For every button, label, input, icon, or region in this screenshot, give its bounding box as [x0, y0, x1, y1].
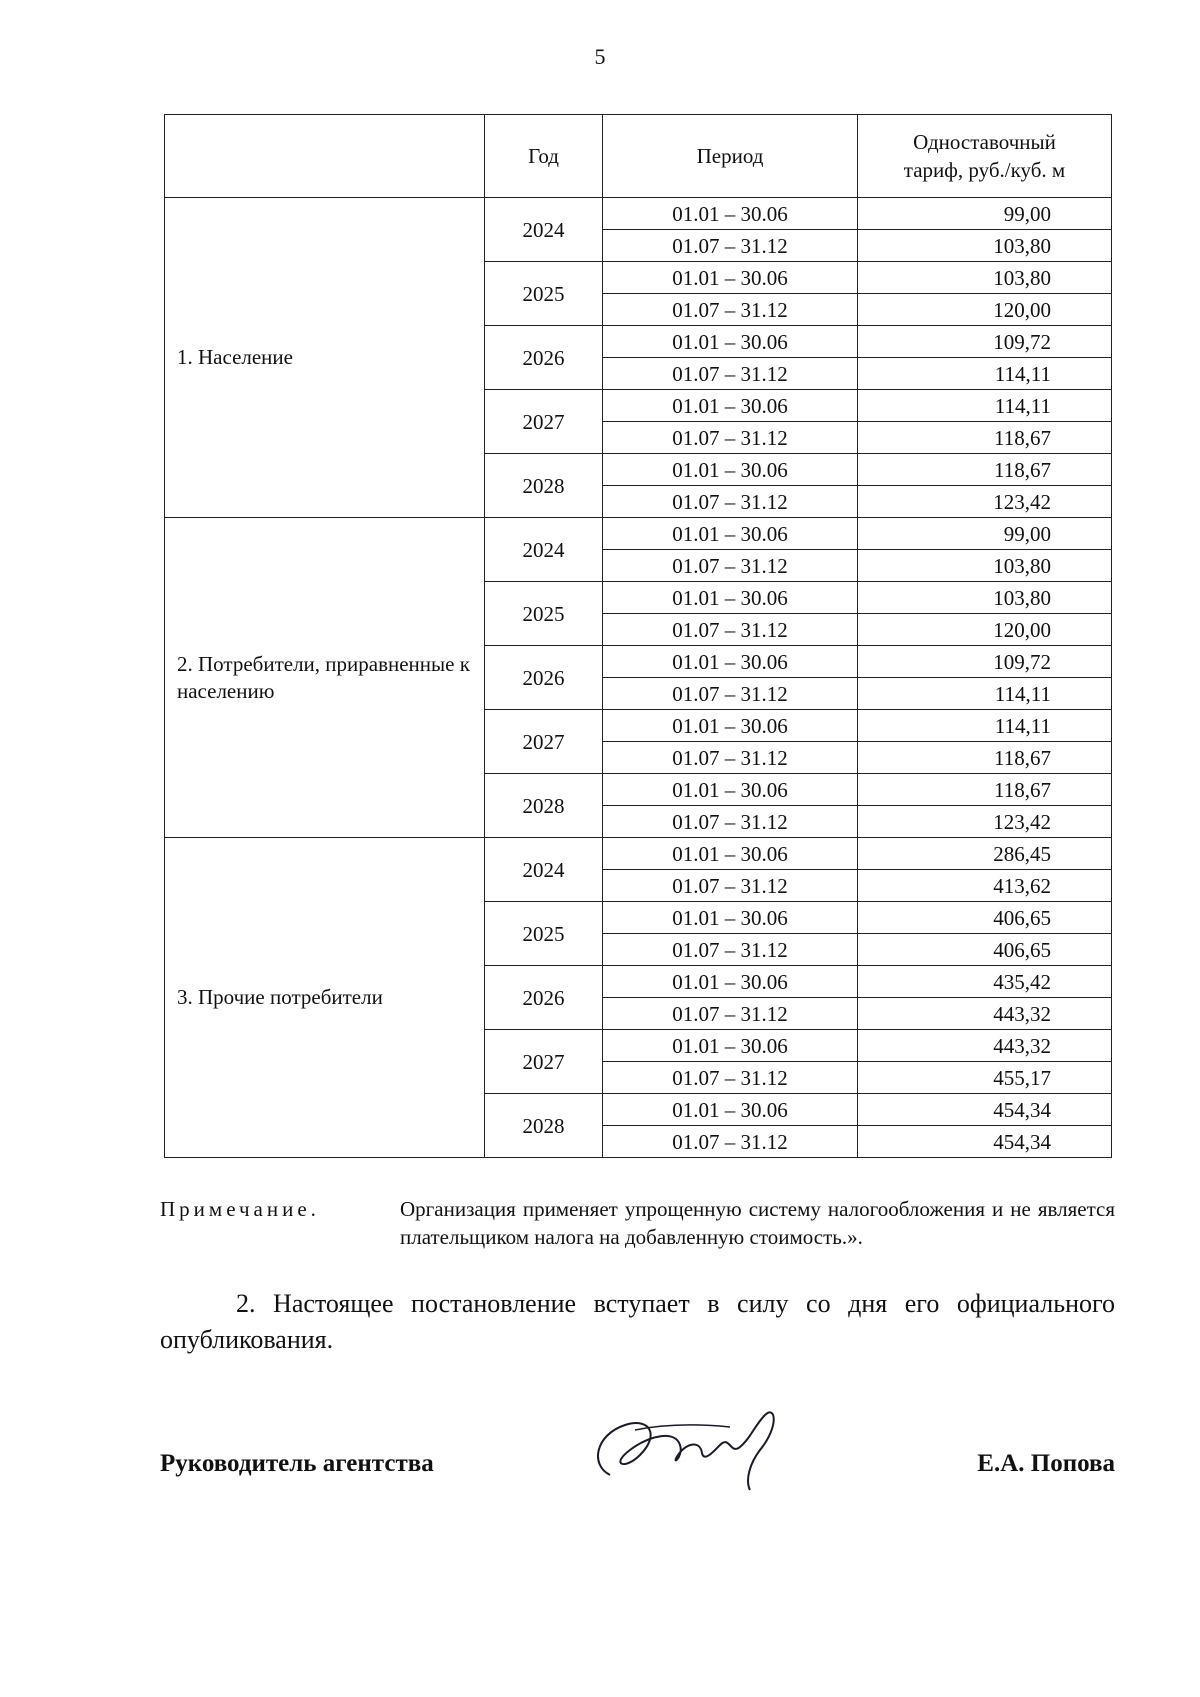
period-cell: 01.07 – 31.12 — [603, 422, 858, 454]
year-cell: 2026 — [485, 326, 603, 390]
period-cell: 01.01 – 30.06 — [603, 966, 858, 998]
header-tariff — [858, 115, 1112, 198]
table-row — [165, 198, 1112, 230]
period-cell: 01.01 – 30.06 — [603, 646, 858, 678]
period-cell: 01.01 – 30.06 — [603, 710, 858, 742]
period-cell: 01.01 – 30.06 — [603, 518, 858, 550]
period-cell: 01.01 – 30.06 — [603, 1030, 858, 1062]
tariff-cell: 103,80 — [858, 262, 1112, 294]
note-label: Примечание. — [160, 1197, 320, 1221]
year-cell: 2026 — [485, 966, 603, 1030]
tariff-cell: 406,65 — [858, 934, 1112, 966]
clause-text: 2. Настоящее постановление вступает в силу со дня его официального опубликования. — [160, 1289, 1115, 1354]
year-cell: 2028 — [485, 1094, 603, 1158]
period-cell: 01.01 – 30.06 — [603, 1094, 858, 1126]
tariff-cell: 123,42 — [858, 806, 1112, 838]
tariff-cell: 454,34 — [858, 1094, 1112, 1126]
period-cell: 01.01 – 30.06 — [603, 902, 858, 934]
year-cell: 2024 — [485, 518, 603, 582]
period-cell: 01.07 – 31.12 — [603, 806, 858, 838]
consumer-group-cell: 2. Потребители, приравненные к населению — [165, 518, 485, 838]
handwritten-signature — [580, 1395, 800, 1505]
period-cell: 01.01 – 30.06 — [603, 838, 858, 870]
tariff-cell: 118,67 — [858, 742, 1112, 774]
year-cell: 2025 — [485, 902, 603, 966]
period-cell: 01.01 – 30.06 — [603, 198, 858, 230]
tariff-cell: 118,67 — [858, 422, 1112, 454]
header-tariff-line1: Одноставочный — [913, 129, 1056, 154]
tariff-cell: 103,80 — [858, 582, 1112, 614]
period-cell: 01.07 – 31.12 — [603, 486, 858, 518]
tariff-cell: 114,11 — [858, 358, 1112, 390]
period-cell: 01.01 – 30.06 — [603, 390, 858, 422]
year-cell: 2027 — [485, 390, 603, 454]
tariff-cell: 120,00 — [858, 294, 1112, 326]
period-cell: 01.07 – 31.12 — [603, 934, 858, 966]
table-header-row — [165, 115, 1112, 198]
tariff-cell: 114,11 — [858, 390, 1112, 422]
year-cell: 2025 — [485, 582, 603, 646]
period-cell: 01.01 – 30.06 — [603, 454, 858, 486]
tariff-cell: 413,62 — [858, 870, 1112, 902]
header-tariff-line2: тариф, руб./куб. м — [903, 158, 1066, 182]
year-cell: 2024 — [485, 838, 603, 902]
year-cell: 2028 — [485, 774, 603, 838]
period-cell: 01.07 – 31.12 — [603, 742, 858, 774]
period-cell: 01.01 – 30.06 — [603, 582, 858, 614]
period-cell: 01.07 – 31.12 — [603, 1126, 858, 1158]
tariff-cell: 99,00 — [858, 518, 1112, 550]
signatory-title: Руководитель агентства — [160, 1450, 434, 1477]
table-row — [165, 838, 1112, 870]
note-text: Организация применяет упрощенную систему налогообложения и не является плательщиком налога на добавленную стоимость.». — [400, 1197, 1115, 1249]
tariff-table — [164, 114, 1112, 1158]
tariff-cell: 443,32 — [858, 998, 1112, 1030]
tariff-cell: 406,65 — [858, 902, 1112, 934]
tariff-cell: 118,67 — [858, 454, 1112, 486]
tariff-cell: 118,67 — [858, 774, 1112, 806]
signatory-name: Е.А. Попова — [977, 1450, 1115, 1477]
year-cell: 2025 — [485, 262, 603, 326]
tariff-cell: 454,34 — [858, 1126, 1112, 1158]
year-cell: 2028 — [485, 454, 603, 518]
tariff-cell: 435,42 — [858, 966, 1112, 998]
period-cell: 01.01 – 30.06 — [603, 262, 858, 294]
period-cell: 01.07 – 31.12 — [603, 550, 858, 582]
consumer-group-cell: 1. Население — [165, 198, 485, 518]
period-cell: 01.07 – 31.12 — [603, 614, 858, 646]
period-cell: 01.07 – 31.12 — [603, 998, 858, 1030]
header-period: Период — [603, 115, 858, 198]
tariff-cell: 103,80 — [858, 550, 1112, 582]
tariff-cell: 286,45 — [858, 838, 1112, 870]
header-group — [165, 115, 485, 198]
period-cell: 01.07 – 31.12 — [603, 294, 858, 326]
period-cell: 01.07 – 31.12 — [603, 1062, 858, 1094]
tariff-cell: 443,32 — [858, 1030, 1112, 1062]
year-cell: 2027 — [485, 710, 603, 774]
tariff-cell: 123,42 — [858, 486, 1112, 518]
tariff-cell: 114,11 — [858, 710, 1112, 742]
page-number: 5 — [594, 44, 606, 69]
tariff-cell: 455,17 — [858, 1062, 1112, 1094]
year-cell: 2024 — [485, 198, 603, 262]
period-cell: 01.07 – 31.12 — [603, 678, 858, 710]
period-cell: 01.07 – 31.12 — [603, 358, 858, 390]
tariff-cell: 109,72 — [858, 646, 1112, 678]
consumer-group-cell: 3. Прочие потребители — [165, 838, 485, 1158]
tariff-cell: 103,80 — [858, 230, 1112, 262]
tariff-cell: 114,11 — [858, 678, 1112, 710]
period-cell: 01.07 – 31.12 — [603, 870, 858, 902]
tariff-cell: 99,00 — [858, 198, 1112, 230]
tariff-cell: 109,72 — [858, 326, 1112, 358]
table-body — [165, 198, 1112, 1158]
period-cell: 01.01 – 30.06 — [603, 774, 858, 806]
header-year: Год — [485, 115, 603, 198]
tariff-cell: 120,00 — [858, 614, 1112, 646]
period-cell: 01.01 – 30.06 — [603, 326, 858, 358]
year-cell: 2026 — [485, 646, 603, 710]
year-cell: 2027 — [485, 1030, 603, 1094]
period-cell: 01.07 – 31.12 — [603, 230, 858, 262]
table-row — [165, 518, 1112, 550]
